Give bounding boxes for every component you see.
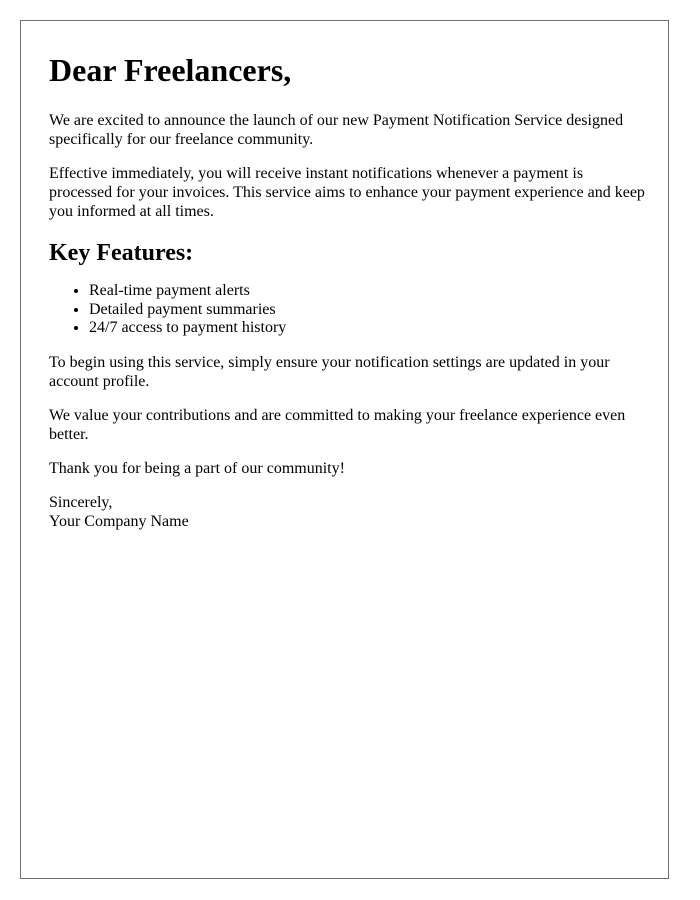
signature-block <box>49 493 648 531</box>
features-list <box>49 282 648 338</box>
letter-container <box>20 20 669 879</box>
features-heading: Key Features: <box>49 240 194 267</box>
feature-item: • 24/7 access to payment history <box>89 319 648 338</box>
company-name: Your Company Name <box>49 512 189 530</box>
feature-item: • Detailed payment summaries <box>89 301 648 320</box>
notification-paragraph: Effective immediately, you will receive instant notifications whenever a payment is processed for your invoices. This service aims to enhance your payment experience and keep you informed at all times. <box>49 165 645 221</box>
instructions-paragraph: To begin using this service, simply ensure your notification settings are updated in your account profile. <box>49 353 610 390</box>
closing-text: Sincerely, <box>49 493 113 511</box>
greeting-heading: Dear Freelancers, <box>49 52 292 88</box>
value-paragraph: We value your contributions and are committed to making your freelance experience even better. <box>49 406 626 443</box>
intro-paragraph: We are excited to announce the launch of our new Payment Notification Service designed specifically for our freelance community. <box>49 112 624 149</box>
thanks-paragraph: Thank you for being a part of our community! <box>49 459 345 477</box>
feature-item: • Real-time payment alerts <box>89 282 648 301</box>
